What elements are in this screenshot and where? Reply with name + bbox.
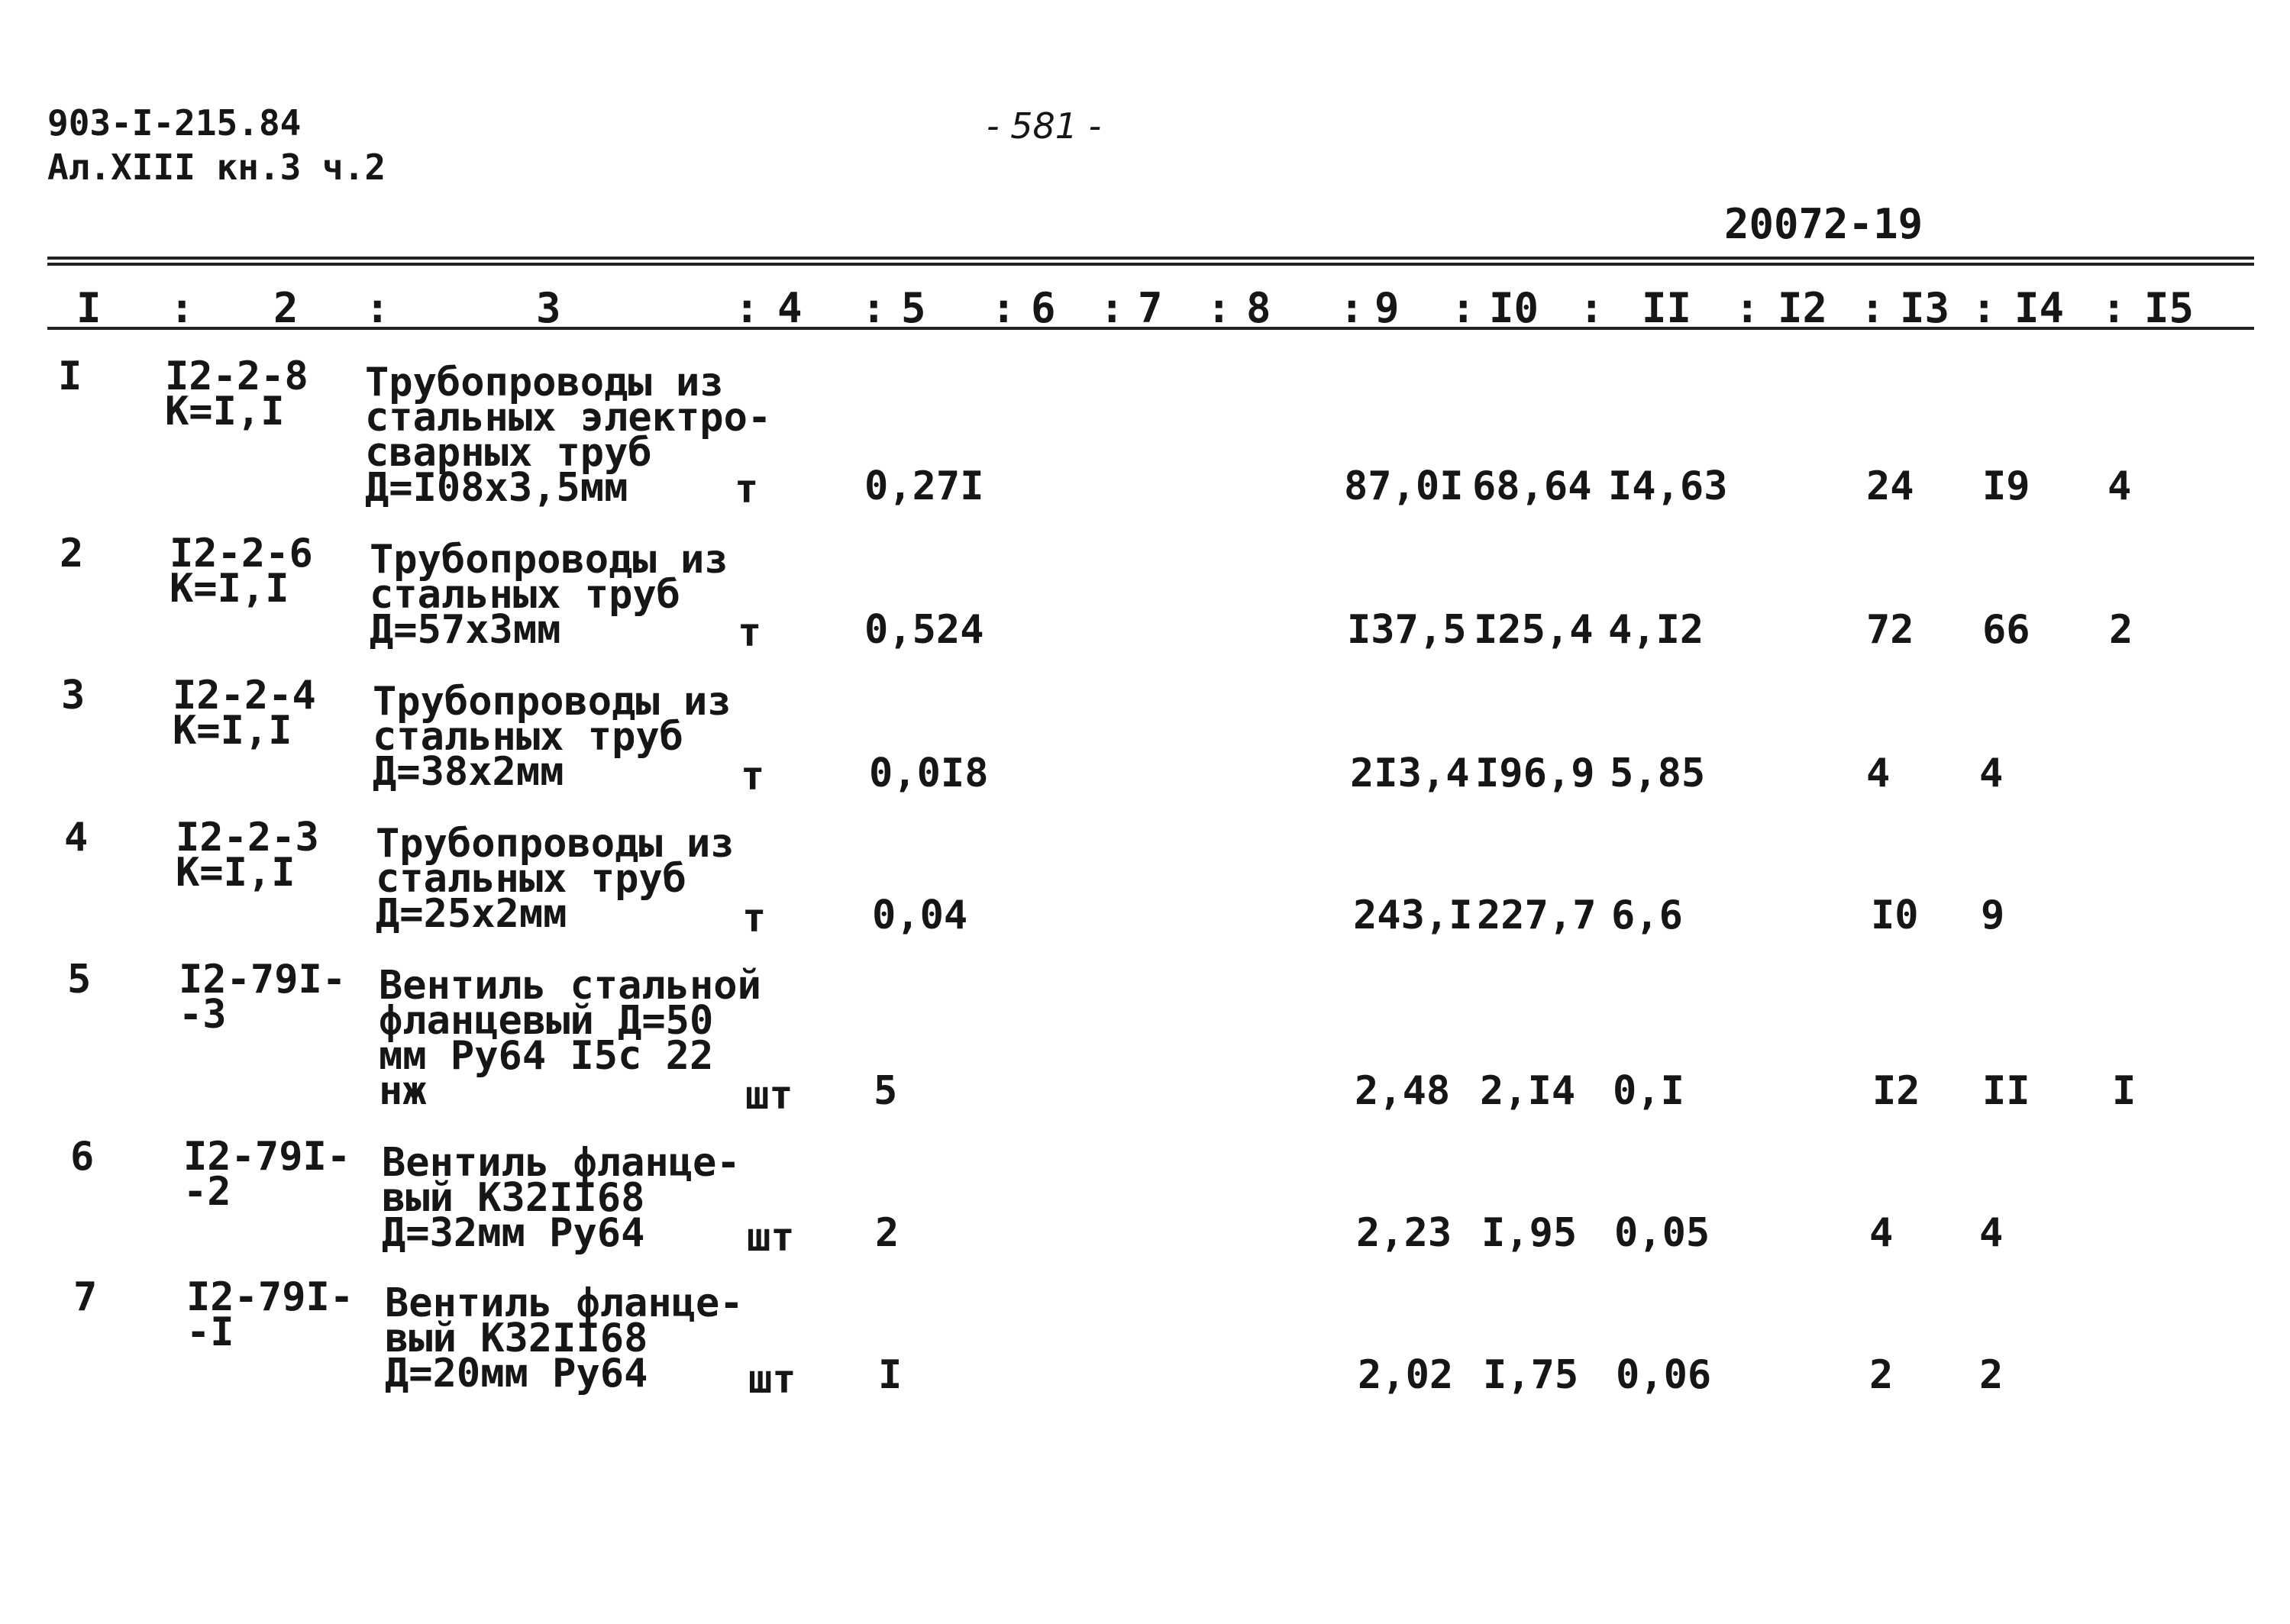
row-name-line3: Д=57х3мм (370, 607, 561, 653)
row-col13: I2 (1872, 1068, 1920, 1114)
row-code-line1: I2-2-3 (176, 815, 319, 860)
row-col14: 66 (1982, 607, 2030, 653)
row-col15: 4 (2108, 463, 2132, 509)
row-col11: 0,05 (1614, 1210, 1710, 1256)
row-col9: 243,I (1353, 893, 1473, 938)
row-unit: т (741, 754, 765, 799)
row-col13: 2 (1869, 1352, 1894, 1398)
row-name-line3: Д=32мм Ру64 (382, 1210, 645, 1256)
row-name-line1: Трубопроводы из (373, 679, 732, 725)
row-name-line1: Трубопроводы из (376, 821, 735, 867)
row-col11: 4,I2 (1608, 607, 1704, 653)
row-code-line1: I2-2-6 (170, 531, 313, 576)
row-col10: 2,I4 (1480, 1068, 1576, 1114)
row-name-line1: Вентиль фланце- (385, 1280, 744, 1326)
row-code-line2: -3 (179, 992, 227, 1038)
row-quantity: I (878, 1352, 903, 1398)
row-quantity: 0,0I8 (869, 751, 989, 796)
row-number: 3 (61, 673, 86, 718)
row-col14: 4 (1979, 751, 2004, 796)
document-code (47, 101, 386, 189)
row-name-line2: вый К32II68 (382, 1175, 645, 1221)
table-top-rule (47, 257, 2254, 260)
row-code-line1: I2-2-4 (173, 673, 316, 718)
col-header-2: 2 (273, 284, 299, 332)
row-name-line2: стальных труб (373, 714, 683, 760)
col-header-13: I3 (1900, 284, 1950, 332)
row-col13: 4 (1866, 751, 1891, 796)
row-col14: 2 (1979, 1352, 2004, 1398)
row-name-line1: Вентиль стальной (379, 963, 761, 1009)
row-number: 5 (67, 957, 92, 1002)
row-unit: шт (748, 1357, 796, 1403)
row-col14: 4 (1979, 1210, 2004, 1256)
row-col14: II (1982, 1068, 2030, 1114)
row-unit: шт (745, 1073, 793, 1119)
row-col15: I (2112, 1068, 2137, 1114)
row-name-line2: стальных труб (370, 572, 680, 618)
col-header-5: 5 (901, 284, 926, 332)
row-col11: 6,6 (1611, 893, 1683, 938)
col-header-15: I5 (2144, 284, 2195, 332)
row-unit: шт (747, 1215, 795, 1261)
row-code-line2: -2 (183, 1169, 231, 1215)
row-col10: I,95 (1481, 1210, 1578, 1256)
row-number: 6 (70, 1134, 95, 1180)
document-code-line2: Ал.XIII кн.3 ч.2 (47, 147, 386, 188)
row-number: 7 (73, 1274, 98, 1320)
row-col11: 0,06 (1616, 1352, 1712, 1398)
col-header-9: 9 (1374, 284, 1400, 332)
row-number: 4 (64, 815, 89, 860)
row-col9: 2I3,4 (1350, 751, 1470, 796)
row-unit: т (735, 467, 759, 512)
row-col10: I96,9 (1475, 751, 1595, 796)
row-col13: 24 (1866, 463, 1914, 509)
col-header-14: I4 (2014, 284, 2065, 332)
row-col10: I25,4 (1474, 607, 1594, 653)
row-name-line3: мм Ру64 I5с 22 (379, 1033, 714, 1079)
row-col9: 87,0I (1344, 463, 1464, 509)
row-number: I (58, 354, 82, 399)
row-name-line1: Трубопроводы из (365, 360, 724, 405)
row-name-line1: Вентиль фланце- (382, 1140, 741, 1186)
table-top-rule-2 (47, 263, 2254, 266)
row-code-line2: К=I,I (173, 708, 292, 754)
row-name-line2: стальных электро- (365, 395, 772, 441)
row-col10: 227,7 (1477, 893, 1597, 938)
row-col14: 9 (1981, 893, 2005, 938)
row-name-line1: Трубопроводы из (370, 537, 728, 583)
row-quantity: 2 (875, 1210, 900, 1256)
row-quantity: 0,04 (872, 893, 968, 938)
row-col11: 5,85 (1610, 751, 1706, 796)
row-name-line3: Д=38х2мм (373, 749, 564, 795)
row-code-line1: I2-79I- (179, 957, 347, 1002)
row-name-line4: Д=I08х3,5мм (365, 465, 628, 511)
row-col15: 2 (2109, 607, 2133, 653)
col-header-3: 3 (536, 284, 561, 332)
row-col10: 68,64 (1472, 463, 1592, 509)
row-number: 2 (60, 531, 84, 576)
row-col13: 4 (1869, 1210, 1894, 1256)
row-col11: I4,63 (1608, 463, 1728, 509)
row-code-line1: I2-79I- (183, 1134, 351, 1180)
col-header-4: 4 (777, 284, 803, 332)
row-code-line1: I2-79I- (186, 1274, 354, 1320)
row-col13: I0 (1871, 893, 1919, 938)
col-header-10: I0 (1489, 284, 1539, 332)
row-col14: I9 (1982, 463, 2030, 509)
document-code-line1: 903-I-215.84 (47, 102, 302, 144)
page-number: - 581 - (987, 105, 1102, 147)
col-header-8: 8 (1246, 284, 1271, 332)
row-unit: т (738, 610, 762, 656)
row-col10: I,75 (1483, 1352, 1579, 1398)
row-unit: т (742, 896, 767, 941)
row-quantity: 0,524 (864, 607, 984, 653)
row-code-line1: I2-2-8 (165, 354, 308, 399)
row-code-line2: К=I,I (170, 566, 289, 612)
row-name-line3: сварных труб (365, 430, 652, 476)
row-name-line3: Д=20мм Ру64 (385, 1351, 648, 1396)
row-col9: I37,5 (1347, 607, 1467, 653)
col-header-6: 6 (1031, 284, 1056, 332)
col-header-7: 7 (1138, 284, 1163, 332)
col-header-12: I2 (1778, 284, 1828, 332)
row-col11: 0,I (1613, 1068, 1684, 1114)
row-col9: 2,23 (1356, 1210, 1452, 1256)
row-name-line2: стальных труб (376, 856, 686, 902)
row-code-line2: -I (186, 1309, 234, 1355)
row-quantity: 0,27I (864, 463, 984, 509)
row-col9: 2,02 (1358, 1352, 1454, 1398)
row-code-line2: К=I,I (165, 389, 285, 434)
col-header-11: II (1642, 284, 1692, 332)
row-col9: 2,48 (1355, 1068, 1451, 1114)
row-col13: 72 (1866, 607, 1914, 653)
row-name-line4: нж (379, 1068, 427, 1114)
doc-number: 20072-19 (1724, 200, 1923, 248)
row-quantity: 5 (874, 1068, 898, 1114)
col-header-1: I (76, 284, 102, 332)
row-code-line2: К=I,I (176, 850, 296, 896)
row-name-line2: фланцевый Д=50 (379, 998, 714, 1044)
row-name-line3: Д=25х2мм (376, 891, 567, 937)
row-name-line2: вый К32II68 (385, 1316, 648, 1361)
